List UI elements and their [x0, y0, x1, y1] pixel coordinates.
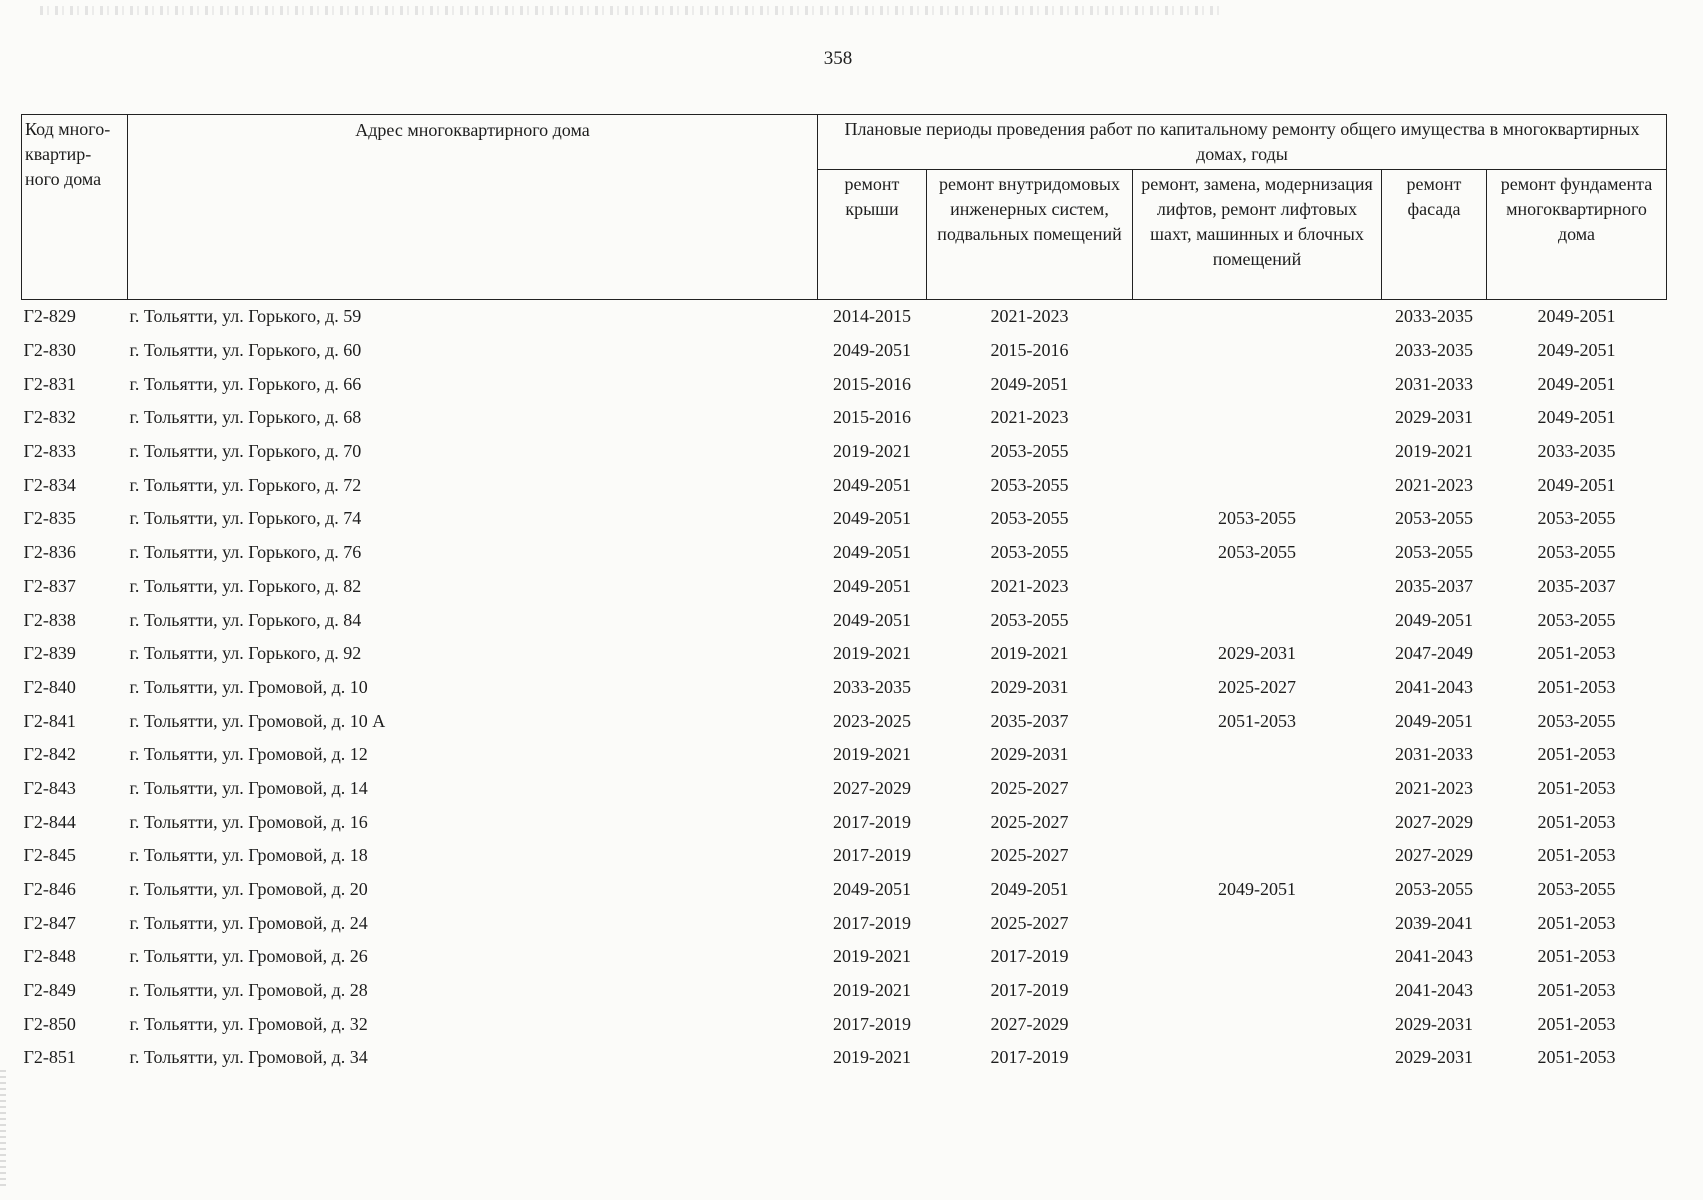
address-cell: г. Тольятти, ул. Горького, д. 82	[129, 575, 362, 596]
roof-repair-cell: 2027-2029	[833, 777, 911, 798]
address-cell: г. Тольятти, ул. Громовой, д. 10	[129, 676, 368, 697]
facade-repair-cell: 2035-2037	[1395, 575, 1473, 596]
address-cell: г. Тольятти, ул. Горького, д. 68	[129, 407, 362, 428]
house-code-cell: Г2-849	[23, 980, 76, 1001]
facade-repair-cell: 2047-2049	[1395, 643, 1473, 664]
elevator-repair-cell	[1133, 334, 1382, 368]
table-row	[22, 637, 1667, 671]
house-code-cell: Г2-842	[23, 744, 76, 765]
roof-repair-cell: 2014-2015	[833, 306, 911, 327]
foundation-repair-cell: 2051-2053	[1537, 912, 1616, 933]
page-number: 358	[823, 48, 853, 69]
elevator-repair-cell: 2025-2027	[1218, 676, 1296, 697]
elevator-repair-cell	[1133, 940, 1382, 974]
elevator-repair-cell: 2053-2055	[1218, 508, 1296, 529]
table-row	[22, 502, 1667, 536]
roof-repair-cell: 2015-2016	[833, 373, 911, 394]
house-code-cell: Г2-850	[23, 1013, 76, 1034]
table-row	[22, 940, 1667, 974]
house-code-cell: Г2-851	[23, 1047, 76, 1068]
facade-repair-cell: 2041-2043	[1395, 676, 1473, 697]
foundation-repair-cell: 2049-2051	[1537, 306, 1616, 327]
table-row	[22, 671, 1667, 705]
elevator-repair-cell	[1133, 1041, 1382, 1075]
foundation-repair-cell: 2053-2055	[1537, 879, 1616, 900]
table-row	[22, 772, 1667, 806]
foundation-repair-cell: 2033-2035	[1537, 441, 1616, 462]
table-row	[22, 300, 1667, 334]
address-cell: г. Тольятти, ул. Горького, д. 59	[129, 306, 362, 327]
address-cell: г. Тольятти, ул. Громовой, д. 20	[129, 879, 368, 900]
facade-repair-cell: 2041-2043	[1395, 980, 1473, 1001]
facade-repair-cell: 2049-2051	[1395, 710, 1473, 731]
foundation-repair-cell: 2053-2055	[1537, 542, 1616, 563]
roof-repair-cell: 2019-2021	[833, 744, 911, 765]
facade-repair-cell: 2049-2051	[1395, 609, 1473, 630]
elevator-repair-cell	[1133, 974, 1382, 1008]
roof-repair-cell: 2015-2016	[833, 407, 911, 428]
roof-repair-cell: 2017-2019	[833, 1013, 911, 1034]
table-row	[22, 334, 1667, 368]
elevator-repair-cell	[1133, 772, 1382, 806]
engineering-repair-cell: 2021-2023	[990, 575, 1069, 596]
facade-repair-cell: 2053-2055	[1395, 879, 1473, 900]
engineering-repair-cell: 2053-2055	[990, 609, 1069, 630]
repair-schedule-table	[21, 114, 1667, 1075]
foundation-repair-cell: 2053-2055	[1537, 609, 1616, 630]
elevator-repair-cell	[1133, 300, 1382, 334]
facade-repair-cell: 2039-2041	[1395, 912, 1473, 933]
address-cell: г. Тольятти, ул. Горького, д. 66	[129, 373, 362, 394]
address-cell: г. Тольятти, ул. Горького, д. 92	[129, 643, 362, 664]
house-code-cell: Г2-837	[23, 575, 76, 596]
table-row	[22, 570, 1667, 604]
roof-repair-cell: 2049-2051	[833, 340, 911, 361]
roof-repair-cell: 2019-2021	[833, 1047, 911, 1068]
roof-repair-cell: 2049-2051	[833, 609, 911, 630]
roof-repair-cell: 2019-2021	[833, 946, 911, 967]
house-code-cell: Г2-847	[23, 912, 76, 933]
elevator-repair-cell	[1133, 839, 1382, 873]
engineering-repair-cell: 2049-2051	[990, 879, 1069, 900]
address-cell: г. Тольятти, ул. Громовой, д. 28	[129, 980, 368, 1001]
address-cell: г. Тольятти, ул. Громовой, д. 14	[129, 777, 368, 798]
foundation-repair-cell: 2051-2053	[1537, 777, 1616, 798]
elevator-repair-cell	[1133, 435, 1382, 469]
table-row	[22, 1007, 1667, 1041]
roof-repair-cell: 2019-2021	[833, 441, 911, 462]
roof-repair-cell: 2049-2051	[833, 474, 911, 495]
house-code-cell: Г2-829	[23, 306, 76, 327]
house-code-cell: Г2-836	[23, 542, 76, 563]
roof-repair-cell: 2023-2025	[833, 710, 911, 731]
facade-repair-cell: 2021-2023	[1395, 777, 1473, 798]
engineering-repair-cell: 2053-2055	[990, 508, 1069, 529]
table-row	[22, 435, 1667, 469]
table-row	[22, 974, 1667, 1008]
header-facade-repair: ремонт фасада	[1382, 170, 1487, 300]
engineering-repair-cell: 2053-2055	[990, 441, 1069, 462]
engineering-repair-cell: 2025-2027	[990, 912, 1069, 933]
facade-repair-cell: 2029-2031	[1395, 407, 1473, 428]
address-cell: г. Тольятти, ул. Громовой, д. 10 А	[129, 710, 386, 731]
foundation-repair-cell: 2051-2053	[1537, 1013, 1616, 1034]
table-row	[22, 805, 1667, 839]
elevator-repair-cell: 2053-2055	[1218, 542, 1296, 563]
house-code-cell: Г2-834	[23, 474, 76, 495]
roof-repair-cell: 2017-2019	[833, 845, 911, 866]
facade-repair-cell: 2029-2031	[1395, 1013, 1473, 1034]
table-row	[22, 367, 1667, 401]
foundation-repair-cell: 2051-2053	[1537, 980, 1616, 1001]
roof-repair-cell: 2049-2051	[833, 575, 911, 596]
scan-artifact-left	[0, 1070, 6, 1190]
foundation-repair-cell: 2051-2053	[1537, 676, 1616, 697]
house-code-cell: Г2-848	[23, 946, 76, 967]
house-code-cell: Г2-840	[23, 676, 76, 697]
elevator-repair-cell: 2051-2053	[1218, 710, 1296, 731]
foundation-repair-cell: 2049-2051	[1537, 474, 1616, 495]
roof-repair-cell: 2033-2035	[833, 676, 911, 697]
address-cell: г. Тольятти, ул. Громовой, д. 26	[129, 946, 368, 967]
header-elevator-repair: ремонт, замена, модернизация лифтов, ремонт лифтовых шахт, машинных и блочных помещений	[1133, 170, 1382, 300]
foundation-repair-cell: 2035-2037	[1537, 575, 1616, 596]
house-code-cell: Г2-838	[23, 609, 76, 630]
facade-repair-cell: 2027-2029	[1395, 845, 1473, 866]
address-cell: г. Тольятти, ул. Громовой, д. 18	[129, 845, 368, 866]
elevator-repair-cell: 2029-2031	[1218, 643, 1296, 664]
house-code-cell: Г2-833	[23, 441, 76, 462]
facade-repair-cell: 2029-2031	[1395, 1047, 1473, 1068]
facade-repair-cell: 2053-2055	[1395, 542, 1473, 563]
table-row	[22, 906, 1667, 940]
elevator-repair-cell: 2049-2051	[1218, 879, 1296, 900]
address-cell: г. Тольятти, ул. Горького, д. 72	[129, 474, 362, 495]
house-code-cell: Г2-841	[23, 710, 76, 731]
elevator-repair-cell	[1133, 738, 1382, 772]
house-code-cell: Г2-832	[23, 407, 76, 428]
elevator-repair-cell	[1133, 1007, 1382, 1041]
table-row	[22, 873, 1667, 907]
address-cell: г. Тольятти, ул. Громовой, д. 16	[129, 811, 368, 832]
engineering-repair-cell: 2027-2029	[990, 1013, 1069, 1034]
address-cell: г. Тольятти, ул. Горького, д. 70	[129, 441, 362, 462]
table-row	[22, 401, 1667, 435]
roof-repair-cell: 2019-2021	[833, 980, 911, 1001]
engineering-repair-cell: 2017-2019	[990, 1047, 1069, 1068]
elevator-repair-cell	[1133, 906, 1382, 940]
foundation-repair-cell: 2049-2051	[1537, 373, 1616, 394]
engineering-repair-cell: 2025-2027	[990, 777, 1069, 798]
table-row	[22, 468, 1667, 502]
header-foundation-repair: ремонт фундамента многоквартирного дома	[1487, 170, 1667, 300]
address-cell: г. Тольятти, ул. Громовой, д. 12	[129, 744, 368, 765]
table-body	[22, 300, 1667, 1075]
address-cell: г. Тольятти, ул. Горького, д. 76	[129, 542, 362, 563]
scan-artifact-top	[40, 6, 1220, 15]
foundation-repair-cell: 2049-2051	[1537, 407, 1616, 428]
roof-repair-cell: 2017-2019	[833, 912, 911, 933]
table-row	[22, 536, 1667, 570]
elevator-repair-cell	[1133, 805, 1382, 839]
table-header	[22, 115, 1667, 300]
foundation-repair-cell: 2051-2053	[1537, 744, 1616, 765]
house-code-cell: Г2-835	[23, 508, 76, 529]
engineering-repair-cell: 2029-2031	[990, 676, 1069, 697]
table-row	[22, 1041, 1667, 1075]
header-address: Адрес многоквартирного дома	[128, 115, 818, 300]
foundation-repair-cell: 2051-2053	[1537, 811, 1616, 832]
house-code-cell: Г2-844	[23, 811, 76, 832]
engineering-repair-cell: 2017-2019	[990, 980, 1069, 1001]
foundation-repair-cell: 2053-2055	[1537, 710, 1616, 731]
facade-repair-cell: 2033-2035	[1395, 340, 1473, 361]
table-row	[22, 738, 1667, 772]
facade-repair-cell: 2019-2021	[1395, 441, 1473, 462]
engineering-repair-cell: 2017-2019	[990, 946, 1069, 967]
foundation-repair-cell: 2051-2053	[1537, 845, 1616, 866]
foundation-repair-cell: 2051-2053	[1537, 643, 1616, 664]
foundation-repair-cell: 2053-2055	[1537, 508, 1616, 529]
facade-repair-cell: 2053-2055	[1395, 508, 1473, 529]
facade-repair-cell: 2033-2035	[1395, 306, 1473, 327]
engineering-repair-cell: 2021-2023	[990, 306, 1069, 327]
elevator-repair-cell	[1133, 570, 1382, 604]
elevator-repair-cell	[1133, 468, 1382, 502]
header-roof-repair: ремонт крыши	[818, 170, 927, 300]
header-engineering-systems-repair: ремонт внутридомовых инженерных систем, подвальных помещений	[927, 170, 1133, 300]
engineering-repair-cell: 2053-2055	[990, 542, 1069, 563]
table-row	[22, 603, 1667, 637]
facade-repair-cell: 2041-2043	[1395, 946, 1473, 967]
roof-repair-cell: 2017-2019	[833, 811, 911, 832]
engineering-repair-cell: 2029-2031	[990, 744, 1069, 765]
engineering-repair-cell: 2021-2023	[990, 407, 1069, 428]
house-code-cell: Г2-843	[23, 777, 76, 798]
address-cell: г. Тольятти, ул. Громовой, д. 34	[129, 1047, 368, 1068]
engineering-repair-cell: 2053-2055	[990, 474, 1069, 495]
house-code-cell: Г2-846	[23, 879, 76, 900]
engineering-repair-cell: 2035-2037	[990, 710, 1069, 731]
table-row	[22, 704, 1667, 738]
table-row	[22, 839, 1667, 873]
facade-repair-cell: 2031-2033	[1395, 744, 1473, 765]
elevator-repair-cell	[1133, 401, 1382, 435]
engineering-repair-cell: 2025-2027	[990, 845, 1069, 866]
roof-repair-cell: 2049-2051	[833, 879, 911, 900]
foundation-repair-cell: 2049-2051	[1537, 340, 1616, 361]
header-planned-periods: Плановые периоды проведения работ по капитальному ремонту общего имущества в многоквартирных домах, годы	[818, 115, 1667, 170]
elevator-repair-cell	[1133, 367, 1382, 401]
facade-repair-cell: 2021-2023	[1395, 474, 1473, 495]
foundation-repair-cell: 2051-2053	[1537, 946, 1616, 967]
facade-repair-cell: 2027-2029	[1395, 811, 1473, 832]
house-code-cell: Г2-845	[23, 845, 76, 866]
header-house-code: Код много-квартир-ного дома	[22, 115, 128, 300]
address-cell: г. Тольятти, ул. Горького, д. 74	[129, 508, 362, 529]
roof-repair-cell: 2049-2051	[833, 508, 911, 529]
house-code-cell: Г2-831	[23, 373, 76, 394]
elevator-repair-cell	[1133, 603, 1382, 637]
facade-repair-cell: 2031-2033	[1395, 373, 1473, 394]
foundation-repair-cell: 2051-2053	[1537, 1047, 1616, 1068]
address-cell: г. Тольятти, ул. Горького, д. 84	[129, 609, 362, 630]
address-cell: г. Тольятти, ул. Громовой, д. 32	[129, 1013, 368, 1034]
address-cell: г. Тольятти, ул. Громовой, д. 24	[129, 912, 368, 933]
house-code-cell: Г2-839	[23, 643, 76, 664]
roof-repair-cell: 2019-2021	[833, 643, 911, 664]
address-cell: г. Тольятти, ул. Горького, д. 60	[129, 340, 362, 361]
engineering-repair-cell: 2015-2016	[990, 340, 1069, 361]
engineering-repair-cell: 2049-2051	[990, 373, 1069, 394]
roof-repair-cell: 2049-2051	[833, 542, 911, 563]
engineering-repair-cell: 2019-2021	[990, 643, 1069, 664]
house-code-cell: Г2-830	[23, 340, 76, 361]
engineering-repair-cell: 2025-2027	[990, 811, 1069, 832]
